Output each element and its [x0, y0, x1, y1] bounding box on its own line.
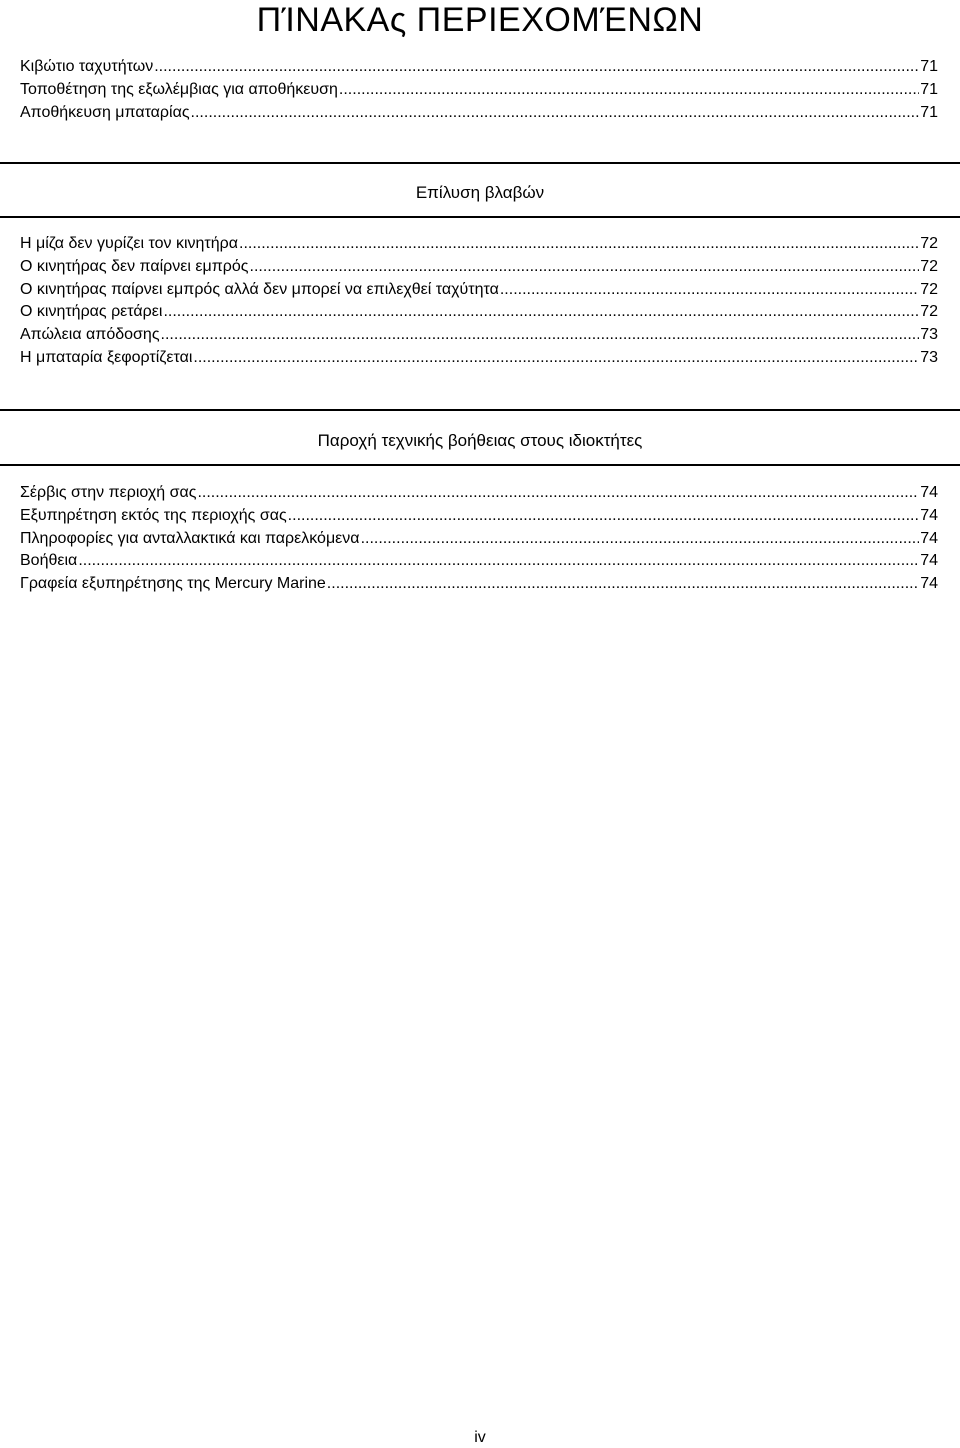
toc-entry-page: 74: [920, 552, 938, 570]
toc-entry-page: 74: [920, 529, 938, 547]
toc-entry[interactable]: [20, 347, 938, 370]
dot-leader: [250, 256, 920, 279]
toc-entry[interactable]: [20, 482, 938, 505]
toc-entry-page: 74: [920, 506, 938, 524]
toc-entry[interactable]: [20, 505, 938, 528]
toc-entry-page: 74: [920, 484, 938, 501]
toc-entry[interactable]: [20, 233, 938, 256]
toc-entry[interactable]: [20, 256, 938, 279]
toc-entry-title: Τοποθέτηση της εξωλέμβιας για αποθήκευση: [20, 80, 338, 98]
toc-entry[interactable]: [20, 279, 938, 302]
toc-entry[interactable]: [20, 79, 938, 102]
toc-entry-page: 72: [920, 303, 938, 321]
toc-entry-page: 71: [920, 80, 938, 98]
toc-entry-title: Βοήθεια: [20, 552, 78, 570]
toc-entry-page: 72: [920, 257, 938, 275]
dot-leader: [339, 79, 919, 102]
toc-entry-title: Κιβώτιο ταχυτήτων: [20, 58, 154, 75]
dot-leader: [163, 301, 919, 324]
toc-entry-page: 72: [920, 235, 938, 252]
dot-leader: [78, 550, 919, 573]
toc-entry[interactable]: [20, 324, 938, 347]
toc-entry-title: Αποθήκευση μπαταρίας: [20, 103, 190, 121]
toc-entry-title: Ο κινητήρας παίρνει εμπρός αλλά δεν μπορεί να επιλεχθεί ταχύτητα: [20, 280, 499, 298]
toc-section-troubleshooting: [20, 233, 938, 370]
page-number: iv: [474, 1429, 486, 1446]
section-heading-owner-assistance: Παροχή τεχνικής βοήθειας στους ιδιοκτήτες: [317, 431, 643, 450]
toc-entry-title: Εξυπηρέτηση εκτός της περιοχής σας: [20, 506, 287, 524]
toc-entry-title: Ο κινητήρας ρετάρει: [20, 303, 163, 321]
toc-entry-page: 73: [920, 326, 938, 344]
section-divider: [0, 464, 960, 466]
toc-entry-page: 71: [920, 58, 938, 75]
toc-entry-title: Πληροφορίες για ανταλλακτικά και παρελκόμενα: [20, 529, 360, 547]
dot-leader: [327, 573, 919, 596]
toc-entry-title: Η μίζα δεν γυρίζει τον κινητήρα: [20, 235, 238, 252]
section-heading-troubleshooting: Επίλυση βλαβών: [415, 183, 545, 202]
toc-entry-page: 71: [920, 103, 938, 121]
page-title: ΠΊΝΑΚAς ΠΕΡΙΕΧΟΜΈΝΩΝ: [256, 1, 704, 39]
dot-leader: [239, 233, 919, 256]
toc-entry[interactable]: [20, 102, 938, 125]
toc-entry-title: Σέρβις στην περιοχή σας: [20, 484, 197, 501]
toc-entry-title: Ο κινητήρας δεν παίρνει εμπρός: [20, 257, 249, 275]
toc-entry[interactable]: [20, 301, 938, 324]
toc-entry-page: 73: [920, 348, 938, 366]
toc-entry-title: Γραφεία εξυπηρέτησης της Mercury Marine: [20, 575, 326, 593]
toc-entry[interactable]: [20, 550, 938, 573]
toc-section-owner-assistance: [20, 482, 938, 596]
toc-entry[interactable]: [20, 573, 938, 596]
dot-leader: [154, 56, 919, 79]
toc-entry-page: 72: [920, 280, 938, 298]
section-divider: [0, 162, 960, 164]
dot-leader: [500, 279, 919, 302]
toc-entry[interactable]: [20, 528, 938, 551]
dot-leader: [361, 528, 920, 551]
section-divider: [0, 409, 960, 411]
toc-entry-title: Η μπαταρία ξεφορτίζεται: [20, 348, 193, 366]
dot-leader: [288, 505, 920, 528]
dot-leader: [161, 324, 920, 347]
toc-entry-page: 74: [920, 575, 938, 593]
dot-leader: [197, 482, 919, 505]
toc-section-storage: [20, 56, 938, 124]
dot-leader: [193, 347, 919, 370]
toc-entry[interactable]: [20, 56, 938, 79]
section-divider: [0, 216, 960, 218]
dot-leader: [191, 102, 920, 125]
toc-entry-title: Απώλεια απόδοσης: [20, 326, 160, 344]
